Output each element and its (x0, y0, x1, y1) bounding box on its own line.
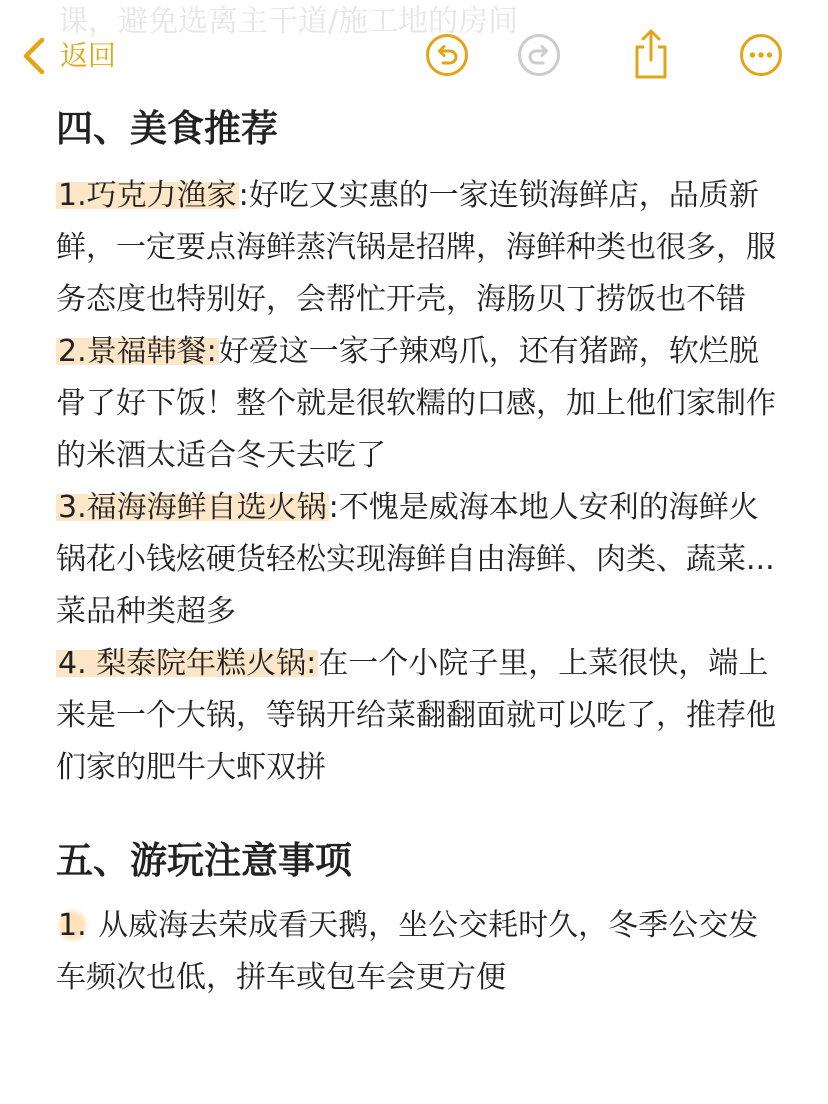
back-button[interactable] (22, 34, 116, 78)
tip-number-highlight: 1. (58, 908, 87, 943)
section-title-food: 四、美食推荐 (56, 107, 278, 150)
restaurant-description: 好爱这一家子辣鸡爪，还有猪蹄，软烂脱骨了好下饭！整个就是很软糯的口感，加上他们家制作的米酒太适合冬天去吃了 (56, 334, 776, 473)
redo-button[interactable] (516, 34, 562, 80)
food-item-4 (56, 638, 776, 794)
undo-button[interactable] (424, 34, 470, 80)
restaurant-name-highlight: 3.福海海鲜自选火锅 (58, 490, 327, 525)
tip-item-1 (56, 900, 776, 1004)
more-button[interactable] (738, 34, 784, 80)
undo-icon (425, 33, 469, 81)
tip-text: 从威海去荣成看天鹅，坐公交耗时久，冬季公交发车频次也低，拼车或包车会更方便 (56, 908, 759, 995)
section-title-tips: 五、游玩注意事项 (56, 839, 352, 882)
restaurant-name-highlight: 4. 梨泰院年糕火锅: (58, 646, 317, 681)
food-item-1 (56, 170, 776, 326)
note-toolbar (0, 24, 828, 88)
food-item-3 (56, 482, 776, 638)
more-icon (739, 33, 783, 81)
restaurant-description: 好吃又实惠的一家连锁海鲜店，品质新鲜，一定要点海鲜蒸汽锅是招牌，海鲜种类也很多，服务态度也特别好，会帮忙开壳，海肠贝丁捞饭也不错 (56, 178, 776, 317)
chevron-left-icon (22, 36, 46, 76)
redo-icon (517, 33, 561, 81)
restaurant-separator: : (328, 490, 339, 525)
share-icon (630, 27, 672, 85)
restaurant-description: 在一个小院子里，上菜很快，端上来是一个大锅，等锅开给菜翻翻面就可以吃了，推荐他们家的肥牛大虾双拼 (56, 646, 776, 785)
restaurant-name-highlight: 1.巧克力渔家 (58, 178, 237, 213)
scrolled-previous-text: 课，避免选离主干道/施工地的房间 (58, 4, 519, 39)
share-button[interactable] (628, 28, 674, 84)
restaurant-description: 不愧是威海本地人安利的海鲜火锅花小钱炫硬货轻松实现海鲜自由海鲜、肉类、蔬菜...菜品种类超多 (56, 490, 775, 629)
restaurant-separator: : (238, 178, 249, 213)
note-body[interactable] (56, 100, 776, 1004)
back-label: 返回 (60, 39, 117, 72)
food-item-2 (56, 326, 776, 482)
restaurant-name-highlight: 2.景福韩餐: (58, 334, 217, 369)
